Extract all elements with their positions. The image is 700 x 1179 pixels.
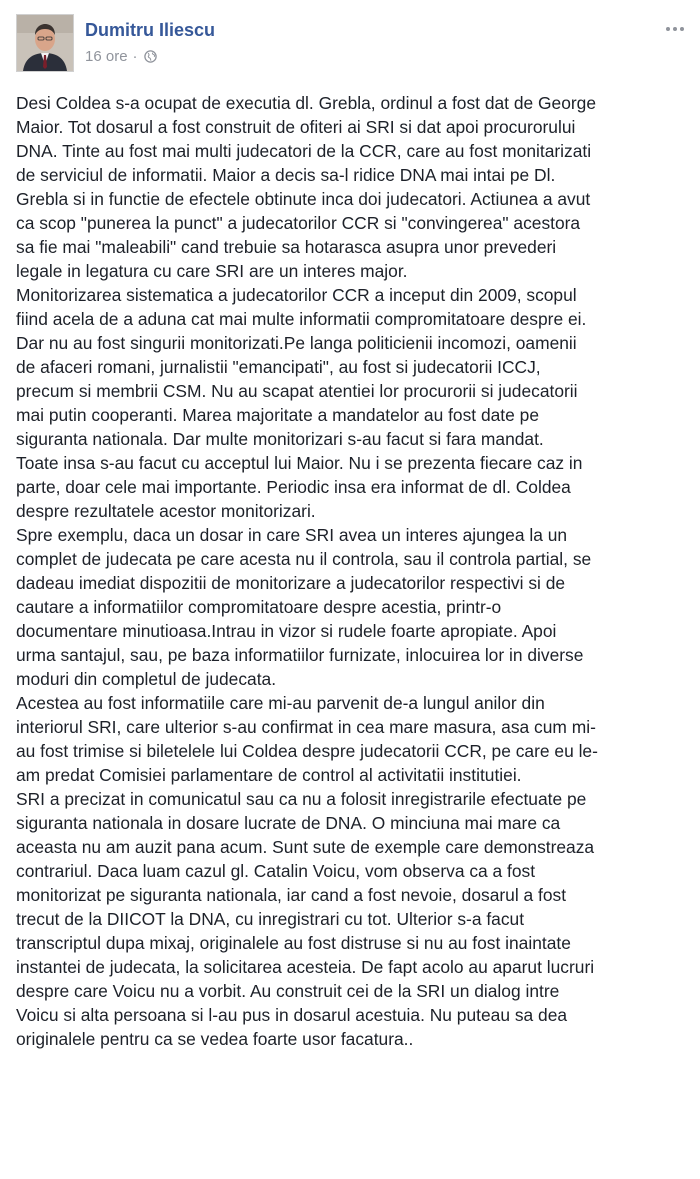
post-text-line: am predat Comisiei parlamentare de control al activitatii institutiei.: [16, 765, 522, 785]
post-text-line: despre rezultatele acestor monitorizari.: [16, 501, 316, 521]
post-text-line: transcriptul dupa mixaj, originalele au fost distruse si nu au fost inaintate: [16, 933, 571, 953]
post-text-line: aceasta nu am auzit pana acum. Sunt sute de exemple care demonstreaza: [16, 837, 595, 857]
post-text-line: siguranta nationala. Dar multe monitorizari s-au facut si fara mandat.: [16, 429, 544, 449]
post-text-line: Grebla si in functie de efectele obtinute inca doi judecatori. Actiunea a avut: [16, 189, 591, 209]
post-text-line: originalele pentru ca se vedea foarte usor facatura..: [16, 1029, 414, 1049]
post-text-line: SRI a precizat in comunicatul sau ca nu a folosit inregistrarile efectuate pe: [16, 789, 587, 809]
post-text-line: fiind acela de a aduna cat mai multe informatii compromitatoare despre ei.: [16, 309, 587, 329]
post-text-line: de serviciul de informatii. Maior a decis sa-l ridice DNA mai intai pe Dl.: [16, 165, 556, 185]
post-text-line: legale in legatura cu care SRI are un interes major.: [16, 261, 408, 281]
post-text-line: ca scop "punerea la punct" a judecatorilor CCR si "convingerea" acestora: [16, 213, 581, 233]
post-text-line: dadeau imediat dispozitii de monitorizare a judecatorilor respectivi si de: [16, 573, 566, 593]
post-text-line: documentare minutioasa.Intrau in vizor si rudele foarte apropiate. Apoi: [16, 621, 557, 641]
post-text-line: cautare a informatiilor compromitatoare despre acestia, printr-o: [16, 597, 502, 617]
post-text-line: au fost trimise si biletelele lui Coldea despre judecatorii CCR, pe care eu le-: [16, 741, 598, 761]
author-name-link[interactable]: Dumitru Iliescu: [85, 20, 216, 40]
post-text-line: interiorul SRI, care ulterior s-au confirmat in cea mare masura, asa cum mi-: [16, 717, 596, 737]
post-text-line: Toate insa s-au facut cu acceptul lui Maior. Nu i se prezenta fiecare caz in: [16, 453, 583, 473]
post-timestamp[interactable]: 16 ore: [85, 48, 128, 65]
post-text-line: urma santajul, sau, pe baza informatiilor furnizate, inlocuirea lor in diverse: [16, 645, 584, 665]
post-text-line: Monitorizarea sistematica a judecatorilor CCR a inceput din 2009, scopul: [16, 285, 577, 305]
post-text-line: Spre exemplu, daca un dosar in care SRI avea un interes ajungea la un: [16, 525, 568, 545]
post-text-line: Maior. Tot dosarul a fost construit de ofiteri ai SRI si dat apoi procurorului: [16, 117, 576, 137]
post-text-line: precum si membrii CSM. Nu au scapat atentiei lor procurorii si judecatorii: [16, 381, 578, 401]
post-text-line: monitorizat pe siguranta nationala, iar cand a fost nevoie, dosarul a fost: [16, 885, 567, 905]
post-body-text: [16, 91, 690, 1051]
post-text-line: trecut de la DIICOT la DNA, cu inregistrari cu tot. Ulterior s-a facut: [16, 909, 525, 929]
more-options-icon[interactable]: [664, 22, 686, 34]
post-meta: [85, 48, 157, 65]
post-text-line: Desi Coldea s-a ocupat de executia dl. Grebla, ordinul a fost dat de George: [16, 93, 597, 113]
post-text-line: despre care Voicu nu a vorbit. Au construit cei de la SRI un dialog intre: [16, 981, 560, 1001]
globe-icon[interactable]: [144, 50, 157, 63]
meta-separator: ·: [132, 48, 138, 65]
post-text-line: contrariul. Daca luam cazul gl. Catalin Voicu, vom observa ca a fost: [16, 861, 536, 881]
post-text-line: parte, doar cele mai importante. Periodic insa era informat de dl. Coldea: [16, 477, 571, 497]
post-text-line: instantei de judecata, la solicitarea acesteia. De fapt acolo au aparut lucruri: [16, 957, 595, 977]
post-text-line: de afaceri romani, jurnalistii "emancipati", au fost si judecatorii ICCJ,: [16, 357, 541, 377]
avatar[interactable]: [16, 14, 74, 72]
post-text-line: sa fie mai "maleabili" cand trebuie sa hotarasca asupra unor prevederi: [16, 237, 557, 257]
post-text-line: mai putin cooperanti. Marea majoritate a mandatelor au fost date pe: [16, 405, 539, 425]
post-text-line: DNA. Tinte au fost mai multi judecatori de la CCR, care au fost monitarizati: [16, 141, 592, 161]
post-text-line: siguranta nationala in dosare lucrate de DNA. O minciuna mai mare ca: [16, 813, 561, 833]
post-text-line: Dar nu au fost singurii monitorizati.Pe langa politicienii incomozi, oamenii: [16, 333, 577, 353]
post-text-line: moduri din completul de judecata.: [16, 669, 277, 689]
avatar-image: [17, 15, 73, 71]
post-header: [16, 14, 700, 76]
post-text-line: Voicu si alta persoana si l-au pus in dosarul acestuia. Nu puteau sa dea: [16, 1005, 568, 1025]
post-text-line: Acestea au fost informatiile care mi-au parvenit de-a lungul anilor din: [16, 693, 545, 713]
post-text-line: complet de judecata pe care acesta nu il controla, sau il controla partial, se: [16, 549, 592, 569]
